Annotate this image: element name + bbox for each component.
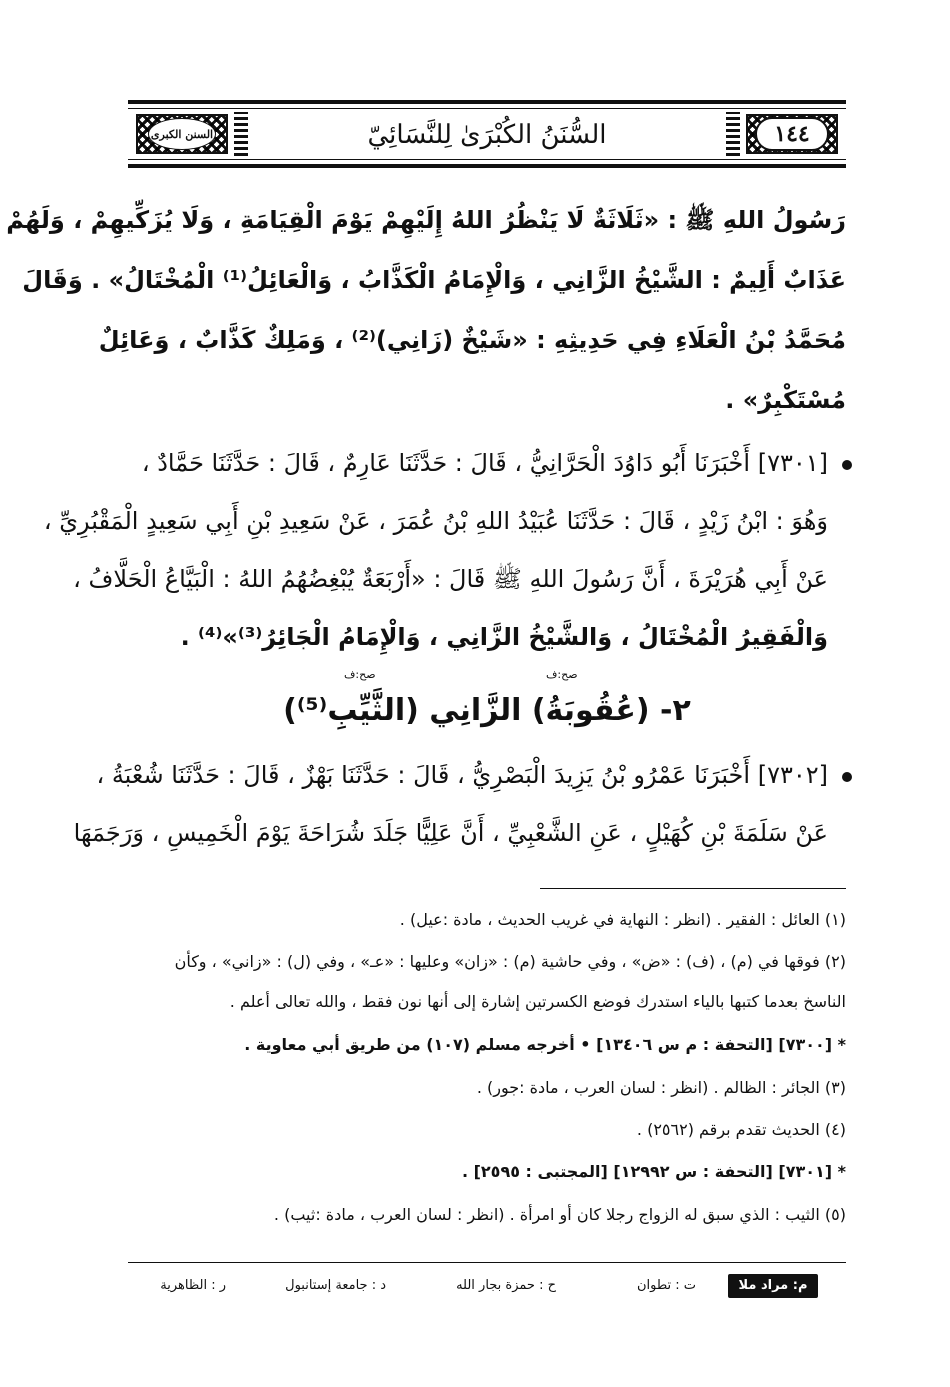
footnote-4: (٤) الحديث تقدم برقم (٢٥٦٢) . xyxy=(636,1120,846,1139)
text-line: [٧٣٠٢] أَخْبَرَنَا عَمْرُو بْنُ يَزِيدَ الْبَصْرِيُّ ، قَالَ : حَدَّثَنَا بَهْزٌ ، قَالَ : حَدَّثَنَا شُعْبَةُ ، xyxy=(96,761,828,789)
footnote-5: (٥) الثيب : الذي سبق له الزواج رجلا كان أو امرأة . (انظر : لسان العرب ، مادة :ثيب) . xyxy=(273,1205,846,1224)
footnote-3: (٣) الجائر : الظالم . (انظر : لسان العرب ، مادة :جور) . xyxy=(476,1078,846,1097)
text-line: مُحَمَّدُ بْنُ الْعَلَاءِ فِي حَدِيثِهِ : «شَيْخٌ (زَانِي)⁽²⁾ ، وَمَلِكٌ كَذَّابٌ ، وَعَائِلٌ xyxy=(98,326,846,354)
takhrij-7301: * [٧٣٠١] [التحفة : س ١٢٩٩٢] [المجتبى : ٢٥٩٥] . xyxy=(461,1162,846,1181)
legend-item: ر : الظاهرية xyxy=(160,1278,226,1293)
text-line: رَسُولُ اللهِ ﷺ : «ثَلَاثَةٌ لَا يَنْظُرُ اللهُ إِلَيْهِمْ يَوْمَ الْقِيَامَةِ ، وَلَا يُزَكِّيهِمْ ، وَلَهُمْ xyxy=(6,206,846,234)
text-line: عَذَابٌ أَلِيمٌ : الشَّيْخُ الزَّانِي ، وَالْإِمَامُ الْكَذَّابُ ، وَالْعَائِلُ⁽¹⁾ الْمُخْتَالُ» . وَقَالَ xyxy=(22,266,846,294)
legend-item: ح : حمزة بجار الله xyxy=(456,1278,556,1293)
text-line: [٧٣٠١] أَخْبَرَنَا أَبُو دَاوُدَ الْحَرَّانِيُّ ، قَالَ : حَدَّثَنَا عَارِمٌ ، قَالَ : حَدَّثَنَا حَمَّادٌ ، xyxy=(141,449,828,477)
text-line: وَالْفَقِيرُ الْمُخْتَالُ ، وَالشَّيْخُ الزَّانِي ، وَالْإِمَامُ الْجَائِرُ⁽³⁾»⁽⁴⁾ . xyxy=(180,623,828,651)
bullet-icon xyxy=(842,772,852,782)
page-number: ١٤٤ xyxy=(755,117,829,151)
header-rule-top xyxy=(128,108,846,109)
legend-item: ت : تطوان xyxy=(636,1278,696,1293)
paragraph-continuation xyxy=(6,200,846,414)
text-line: وَهُوَ : ابْنُ زَيْدٍ ، قَالَ : حَدَّثَنَا عُبَيْدُ اللهِ بْنُ عُمَرَ ، عَنْ سَعِيدِ بْنِ أَبِي سَعِيدٍ الْمَقْبُرِيِّ ، xyxy=(43,507,828,535)
header-ornament-strip-right xyxy=(726,112,740,156)
page-header xyxy=(128,100,846,168)
margin-note: صح:ف xyxy=(546,668,578,681)
margin-note: صح:ف xyxy=(344,668,376,681)
header-ornament-strip-left xyxy=(234,112,248,156)
footnote-2: (٢) فوقها في (م) ، (ف) : «ض» ، وفي حاشية (م) : «زان» وعليها : «عـ» ، وفي (ل) : «زاني» ، وكأن xyxy=(174,952,846,971)
footnote-2-continued: الناسخ بعدما كتبها بالياء استدرك فوضع الكسرتين إشارة إلى أنها نون فقط ، والله تعالى أعلم . xyxy=(229,992,846,1011)
text-line: عَنْ أَبِي هُرَيْرَةَ ، أَنَّ رَسُولَ اللهِ ﷺ قَالَ : «أَرْبَعَةٌ يُبْغِضُهُمُ اللهُ : الْبَيَّاعُ الْحَلَّافُ ، xyxy=(73,565,828,593)
manuscript-legend xyxy=(128,1268,846,1304)
footnote-separator xyxy=(540,888,846,889)
hadith-7301 xyxy=(43,443,828,663)
book-seal-text: السنن الكبرى xyxy=(148,118,216,150)
section-heading: ٢- (عُقُوبَةُ) الزَّانِي (الثَّيِّبِ⁽⁵⁾) xyxy=(283,693,691,728)
legend-tag: م: مراد ملا xyxy=(728,1274,818,1298)
page-number-badge xyxy=(746,114,838,154)
hadith-7302 xyxy=(73,755,828,865)
book-seal-logo xyxy=(136,114,228,154)
legend-rule xyxy=(128,1262,846,1263)
legend-item: د : جامعة إستانبول xyxy=(285,1278,386,1293)
takhrij-7300: * [٧٣٠٠] [التحفة : م س ١٣٤٠٦] • أخرجه مسلم (١٠٧) من طريق أبي معاوية . xyxy=(244,1035,846,1054)
footnote-1: (١) العائل : الفقير . (انظر : النهاية في غريب الحديث ، مادة :عيل) . xyxy=(399,910,846,929)
book-title: السُّنَنُ الكُبْرَىٰ لِلنَّسَائِيّ xyxy=(367,120,607,150)
header-rule-bottom xyxy=(128,159,846,160)
footnotes xyxy=(128,905,846,1245)
text-line: مُسْتَكْبِرٌ» . xyxy=(725,386,846,414)
bullet-icon xyxy=(842,460,852,470)
text-line: عَنْ سَلَمَةَ بْنِ كُهَيْلٍ ، عَنِ الشَّعْبِيِّ ، أَنَّ عَلِيًّا جَلَدَ شُرَاحَةَ يَوْمَ الْخَمِيسِ ، وَرَجَمَهَا xyxy=(73,819,828,847)
